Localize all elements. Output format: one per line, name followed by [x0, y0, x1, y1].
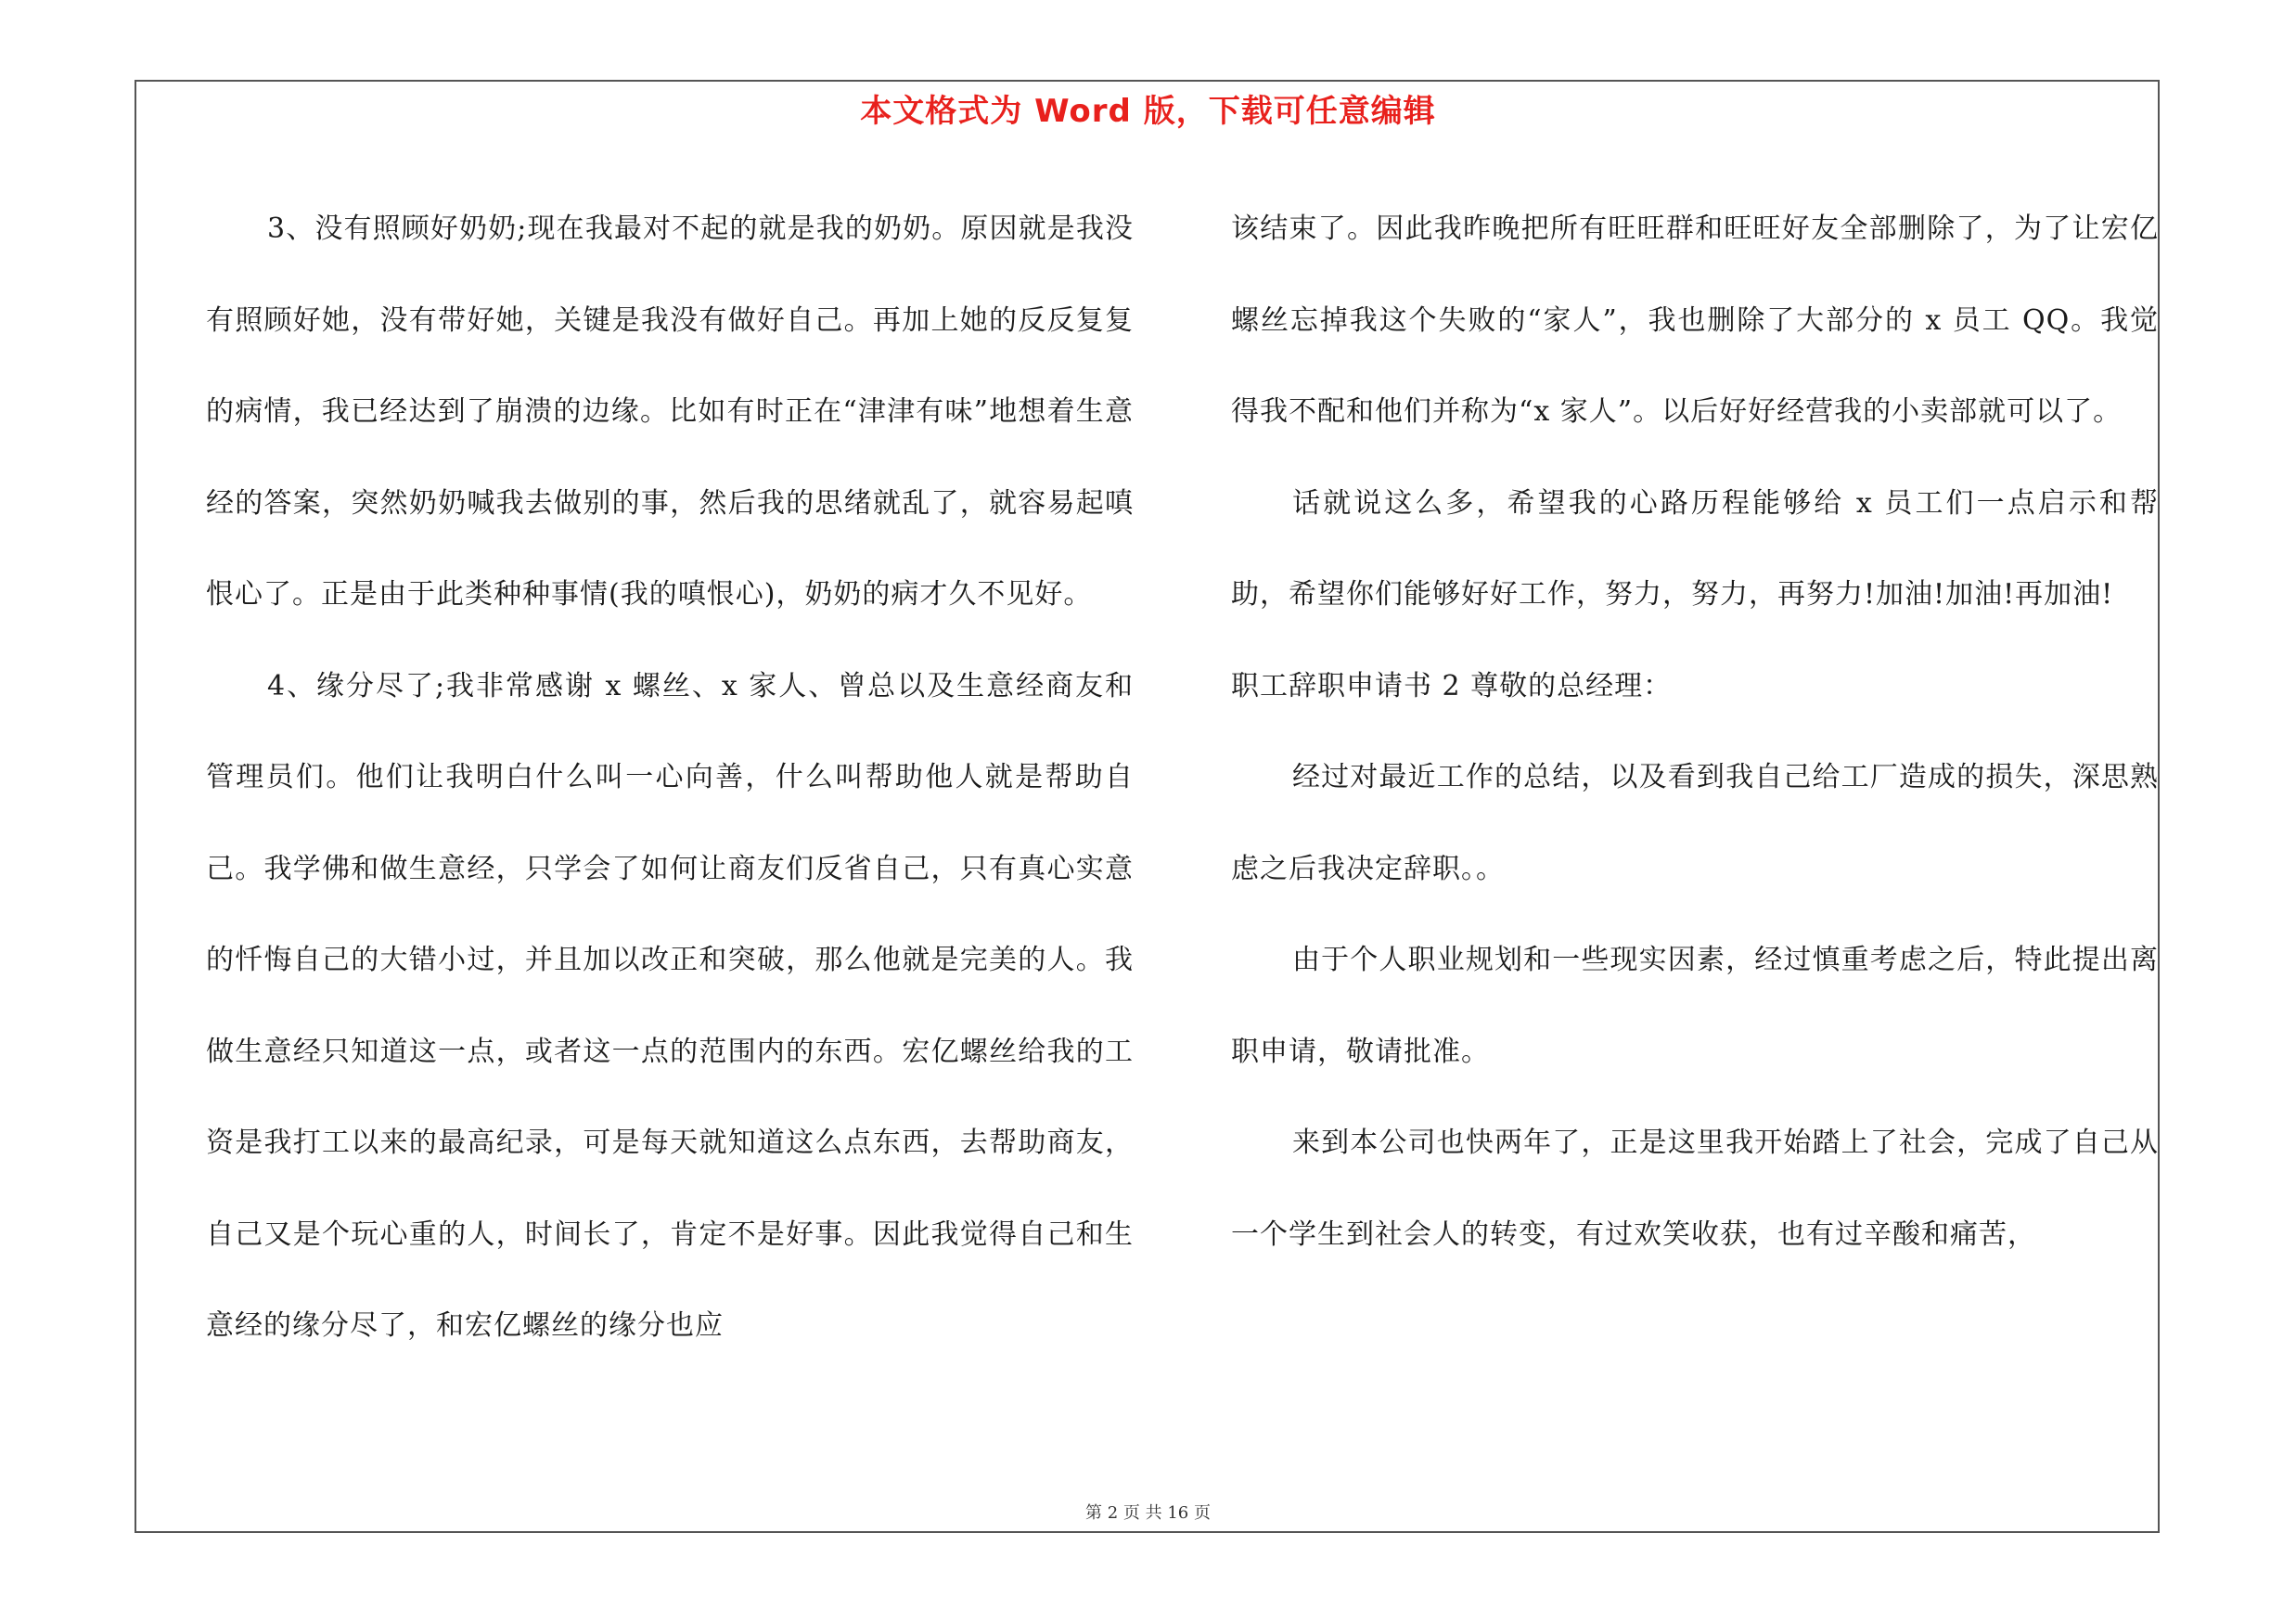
letter-heading: 职工辞职申请书 2 尊敬的总经理： — [1231, 669, 1673, 702]
paragraph-point-4: 4、缘分尽了;我非常感谢 x 螺丝、x 家人、曾总以及生意经商友和管理员们。他们让我明白什么叫一心向善，什么叫帮助他人就是帮助自己。我学佛和做生意经，只学会了如何让商友们反省自己，只有真心实意的忏悔自己的大错小过，并且加以改正和突破，那么他就是完美的人。我做生意经只知道这一点，或者这一点的范围内的东西。宏亿螺丝给我的工资是我打工以来的最高纪录，可是每天就知道这么点东西，去帮助商友，自己又是个玩心重的人，时间长了，肯定不是好事。因此我觉得自己和生意经的缘分尽了，和宏亿螺丝的缘分也应 — [206, 669, 1134, 1342]
letter-paragraph-1: 经过对最近工作的总结，以及看到我自己给工厂造成的损失，深思熟虑之后我决定辞职。。 — [1231, 761, 2159, 885]
paragraph-closing: 话就说这么多，希望我的心路历程能够给 x 员工们一点启示和帮助，希望你们能够好好工作，努力，努力，再努力!加油!加油!再加油! — [1231, 486, 2159, 611]
format-banner: 本文格式为 Word 版，下载可任意编辑 — [860, 93, 1436, 130]
paragraph-point-3: 3、没有照顾好奶奶;现在我最对不起的就是我的奶奶。原因就是我没有照顾好她，没有带好她，关键是我没有做好自己。再加上她的反反复复的病情，我已经达到了崩溃的边缘。比如有时正在“津津有味”地想着生意经的答案，突然奶奶喊我去做别的事，然后我的思绪就乱了，就容易起嗔恨心了。正是由于此类种种事情(我的嗔恨心)，奶奶的病才久不见好。 — [206, 213, 1134, 611]
letter-paragraph-2: 由于个人职业规划和一些现实因素，经过慎重考虑之后，特此提出离职申请，敬请批准。 — [1231, 944, 2159, 1068]
paragraph-continuation: 该结束了。因此我昨晚把所有旺旺群和旺旺好友全部删除了，为了让宏亿螺丝忘掉我这个失败的“家人”，我也删除了大部分的 x 员工 QQ。我觉得我不配和他们并称为“x 家人”。以后好好经营我的小卖部就可以了。 — [1231, 213, 2159, 428]
right-column — [1231, 184, 2159, 1281]
page-number-footer: 第 2 页 共 16 页 — [1085, 1503, 1211, 1523]
letter-paragraph-3: 来到本公司也快两年了，正是这里我开始踏上了社会，完成了自己从一个学生到社会人的转变，有过欢笑收获，也有过辛酸和痛苦， — [1231, 1127, 2159, 1251]
left-column — [206, 184, 1134, 1372]
